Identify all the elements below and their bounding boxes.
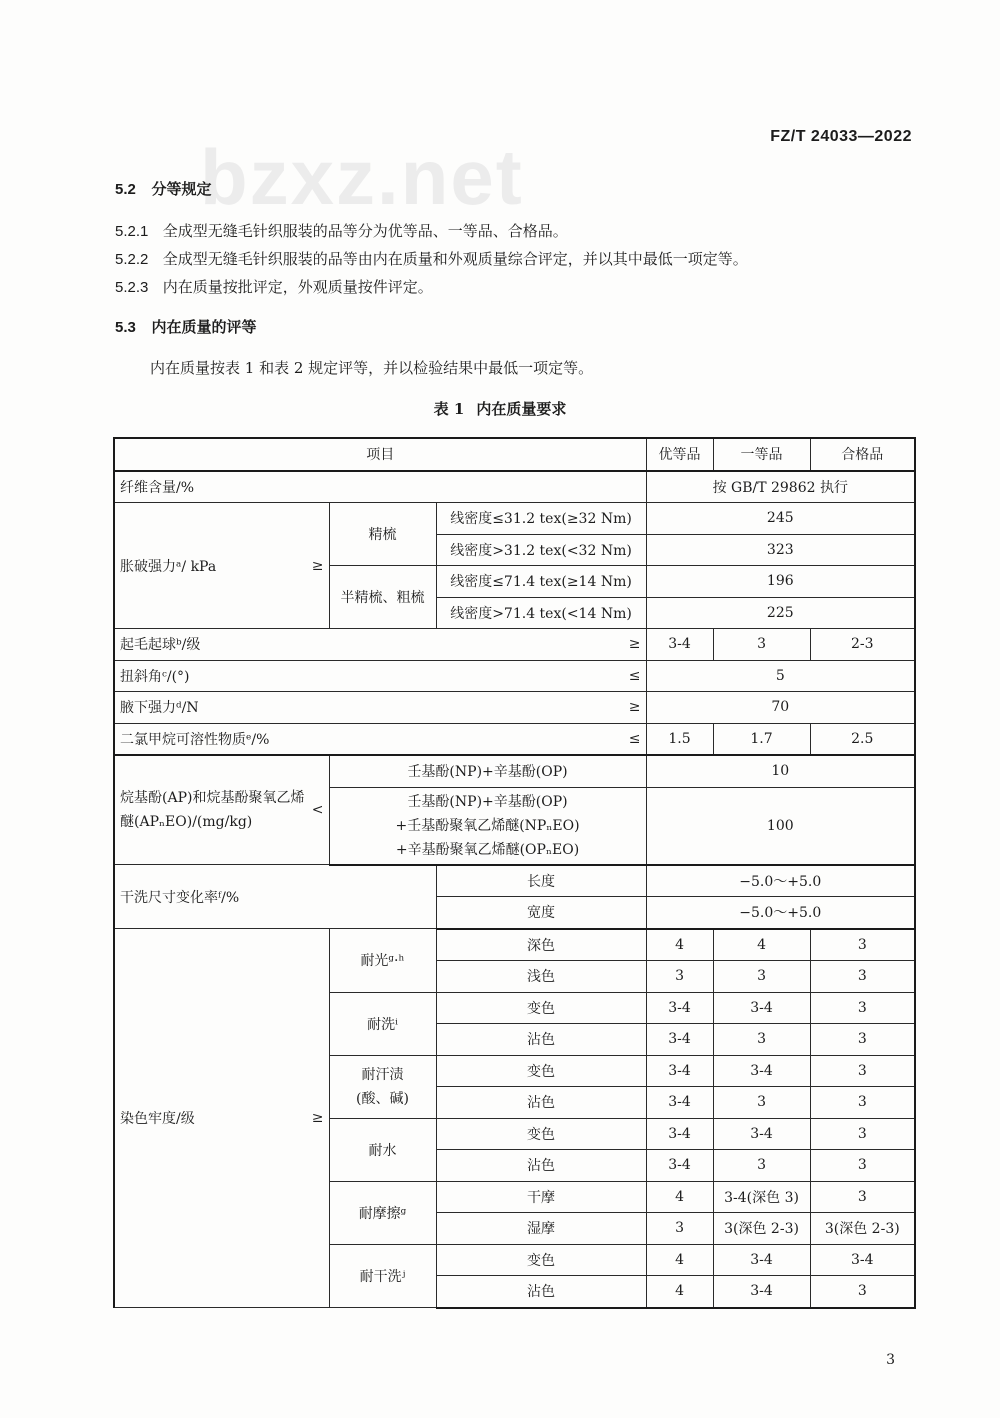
- row-label: 胀破强力ᵃ/ kPa: [120, 558, 217, 575]
- grade-3-value: 2-3: [810, 629, 915, 661]
- table-row: [114, 503, 915, 535]
- condition: 沾色: [436, 1087, 646, 1119]
- section-5-2-heading: [115, 178, 212, 199]
- grade-3-value: 3: [810, 1181, 915, 1213]
- sub-label: 耐水: [329, 1118, 436, 1181]
- table-row: [114, 692, 915, 724]
- table-row: [114, 865, 915, 897]
- section-5-3-heading: [115, 316, 257, 337]
- skew-label-cell: [114, 660, 646, 692]
- row-label-line: 烷基酚(AP)和烷基酚聚氧乙烯: [120, 790, 305, 806]
- sub-label-line: 耐汗渍: [361, 1066, 404, 1083]
- grade-1-value: 3-4: [646, 1150, 713, 1182]
- condition: 变色: [436, 1244, 646, 1276]
- row-label: 染色牢度/级: [120, 1111, 195, 1127]
- fastness-label-cell: [114, 929, 329, 1308]
- grade-1-value: 3-4: [646, 1118, 713, 1150]
- row-label: 起毛起球ᵇ/级: [120, 637, 201, 654]
- condition: 变色: [436, 1118, 646, 1150]
- section-number: 5.3: [115, 319, 136, 336]
- grade-3-value: 3: [810, 1150, 915, 1182]
- grade-1-value: 3-4: [646, 1024, 713, 1056]
- row-value: 100: [646, 787, 915, 865]
- grade-2-value: 3: [713, 961, 810, 993]
- comparison-symbol: ≥: [311, 1110, 324, 1126]
- sub-label-line: (酸、碱): [356, 1090, 409, 1107]
- clause-text: 全成型无缝毛针织服装的品等由内在质量和外观质量综合评定，并以其中最低一项定等。: [162, 250, 748, 268]
- condition: 变色: [436, 992, 646, 1024]
- sub-label: [329, 1055, 436, 1118]
- burst-label-cell: [114, 503, 329, 629]
- grade-2-value: 3: [713, 629, 810, 661]
- sub-label: 耐干洗ʲ: [329, 1244, 436, 1308]
- quality-requirements-table: [113, 437, 916, 1309]
- condition: 长度: [436, 865, 646, 897]
- grade-2-value: 3-4: [713, 1055, 810, 1087]
- comparison-symbol: ≥: [628, 636, 641, 653]
- grade-3-value: 3: [810, 1118, 915, 1150]
- comparison-symbol: ≥: [628, 699, 641, 716]
- grade-2-value: 3: [713, 1150, 810, 1182]
- grade-1-value: 3: [646, 1213, 713, 1245]
- underarm-label-cell: [114, 692, 646, 724]
- header-item: 项目: [114, 438, 646, 471]
- condition-line: +壬基酚聚氧乙烯醚(NPₙEO): [395, 817, 580, 834]
- condition: [329, 787, 646, 865]
- caption-title: 内在质量要求: [476, 400, 567, 418]
- table-row: [114, 660, 915, 692]
- grade-3-value: 3-4: [810, 1244, 915, 1276]
- condition: 沾色: [436, 1024, 646, 1056]
- grade-3-value: 3: [810, 992, 915, 1024]
- grade-1-value: 4: [646, 1276, 713, 1308]
- row-value: 5: [646, 660, 915, 692]
- table-caption: [0, 398, 1000, 419]
- grade-2-value: 3-4: [713, 1244, 810, 1276]
- row-value: −5.0～+5.0: [646, 865, 915, 897]
- clause-text: 全成型无缝毛针织服装的品等分为优等品、一等品、合格品。: [162, 222, 568, 240]
- comparison-symbol: ≤: [628, 730, 641, 747]
- clause-number: 5.2.1: [115, 223, 149, 240]
- row-label: 干洗尺寸变化率ᶠ/%: [114, 865, 436, 929]
- grade-3-value: 3: [810, 1055, 915, 1087]
- condition: 干摩: [436, 1181, 646, 1213]
- grade-2-value: 3-4: [713, 992, 810, 1024]
- grade-1-value: 4: [646, 929, 713, 961]
- row-label-line: 醚(APₙEO)/(mg/kg): [120, 814, 253, 830]
- grade-2-value: 3(深色 2-3): [713, 1213, 810, 1245]
- row-value: 196: [646, 566, 915, 598]
- watermark: bzxz.net: [200, 133, 524, 221]
- condition: 线密度>31.2 tex(<32 Nm): [436, 534, 646, 566]
- standard-code: FZ/T 24033—2022: [770, 128, 912, 145]
- dcm-label-cell: [114, 723, 646, 755]
- grade-2-value: 3: [713, 1087, 810, 1119]
- grade-2-value: 3-4: [713, 1276, 810, 1308]
- section-title: 内在质量的评等: [151, 318, 257, 336]
- condition: 线密度>71.4 tex(<14 Nm): [436, 597, 646, 629]
- clause-5-2-1: [115, 220, 568, 241]
- grade-3-value: 3: [810, 1024, 915, 1056]
- condition: 线密度≤31.2 tex(≥32 Nm): [436, 503, 646, 535]
- grade-2-value: 4: [713, 929, 810, 961]
- grade-3-value: 3: [810, 929, 915, 961]
- condition: 浅色: [436, 961, 646, 993]
- row-value: 225: [646, 597, 915, 629]
- ap-label-cell: [114, 755, 329, 865]
- sub-label: 耐光ᵍ·ʰ: [329, 929, 436, 993]
- table-header-row: [114, 438, 915, 471]
- row-value: −5.0～+5.0: [646, 897, 915, 929]
- grade-3-value: 3(深色 2-3): [810, 1213, 915, 1245]
- condition: 宽度: [436, 897, 646, 929]
- sub-label: 耐摩擦ᵍ: [329, 1181, 436, 1244]
- grade-1-value: 3-4: [646, 992, 713, 1024]
- condition: 壬基酚(NP)+辛基酚(OP): [329, 755, 646, 787]
- condition: 湿摩: [436, 1213, 646, 1245]
- row-label: 二氯甲烷可溶性物质ᵉ/%: [120, 731, 270, 748]
- grade-1-value: 4: [646, 1181, 713, 1213]
- table-row: [114, 723, 915, 755]
- condition: 深色: [436, 929, 646, 961]
- comparison-symbol: <: [311, 802, 324, 818]
- grade-1-value: 3-4: [646, 629, 713, 661]
- sub-label: 耐洗ⁱ: [329, 992, 436, 1055]
- header-grade-2: 一等品: [713, 438, 810, 471]
- grade-2-value: 3: [713, 1024, 810, 1056]
- grade-3-value: 3: [810, 1087, 915, 1119]
- clause-number: 5.2.2: [115, 251, 149, 268]
- row-value: 70: [646, 692, 915, 724]
- grade-1-value: 3-4: [646, 1055, 713, 1087]
- comparison-symbol: ≥: [311, 557, 324, 574]
- clause-5-2-3: [115, 276, 433, 297]
- condition: 变色: [436, 1055, 646, 1087]
- grade-2-value: 1.7: [713, 723, 810, 755]
- grade-2-value: 3-4(深色 3): [713, 1181, 810, 1213]
- clause-5-2-2: [115, 248, 748, 269]
- row-value: 245: [646, 503, 915, 535]
- grade-1-value: 4: [646, 1244, 713, 1276]
- grade-3-value: 3: [810, 1276, 915, 1308]
- page-number: 3: [886, 1352, 895, 1368]
- condition-line: +辛基酚聚氧乙烯醚(OPₙEO): [395, 841, 580, 858]
- grade-1-value: 3: [646, 961, 713, 993]
- table-row: [114, 755, 915, 787]
- sub-label: 半精梳、粗梳: [329, 566, 436, 629]
- comparison-symbol: ≤: [628, 667, 641, 684]
- pilling-label-cell: [114, 629, 646, 661]
- grade-1-value: 3-4: [646, 1087, 713, 1119]
- section-title: 分等规定: [151, 180, 212, 198]
- grade-3-value: 3: [810, 961, 915, 993]
- grade-2-value: 3-4: [713, 1118, 810, 1150]
- row-value: 323: [646, 534, 915, 566]
- header-grade-1: 优等品: [646, 438, 713, 471]
- row-value: 10: [646, 755, 915, 787]
- caption-number: 表 1: [433, 400, 465, 418]
- section-number: 5.2: [115, 181, 136, 198]
- row-label: 纤维含量/%: [114, 471, 646, 503]
- row-value: 按 GB/T 29862 执行: [646, 471, 915, 503]
- condition: 沾色: [436, 1276, 646, 1308]
- condition-line: 壬基酚(NP)+辛基酚(OP): [407, 793, 568, 810]
- condition: 沾色: [436, 1150, 646, 1182]
- clause-number: 5.2.3: [115, 279, 149, 296]
- grade-1-value: 1.5: [646, 723, 713, 755]
- condition: 线密度≤71.4 tex(≥14 Nm): [436, 566, 646, 598]
- table-row: [114, 929, 915, 961]
- row-label: 扭斜角ᶜ/(°): [120, 668, 190, 685]
- header-grade-3: 合格品: [810, 438, 915, 471]
- paragraph: 内在质量按表 1 和表 2 规定评等，并以检验结果中最低一项定等。: [150, 359, 594, 377]
- table-row: [114, 629, 915, 661]
- grade-3-value: 2.5: [810, 723, 915, 755]
- sub-label: 精梳: [329, 503, 436, 566]
- table-row: [114, 471, 915, 503]
- clause-text: 内在质量按批评定，外观质量按件评定。: [162, 278, 433, 296]
- row-label: 腋下强力ᵈ/N: [120, 700, 199, 717]
